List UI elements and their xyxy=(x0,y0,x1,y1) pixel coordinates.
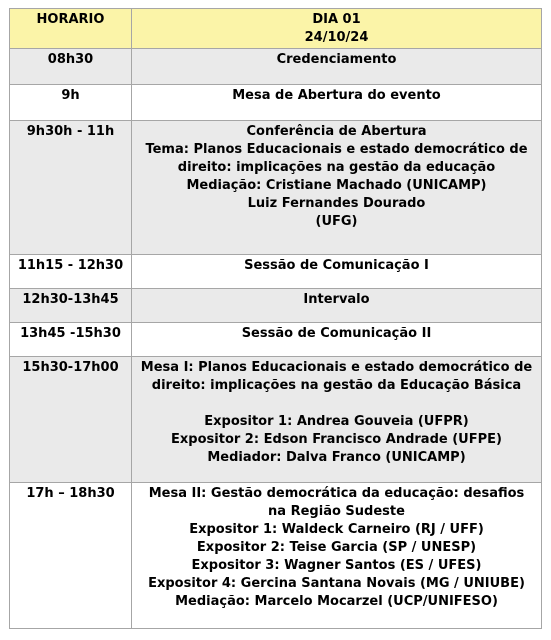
activity-line: Intervalo xyxy=(303,292,370,307)
activity-line: Expositor 1: Andrea Gouveia (UFPR) xyxy=(204,414,469,429)
time-label: 15h30-17h00 xyxy=(22,360,119,375)
activity-line: Conferência de Abertura xyxy=(246,124,427,139)
horario-header-cell xyxy=(10,9,132,49)
time-cell xyxy=(10,323,132,357)
table-row xyxy=(10,289,542,323)
activity-cell xyxy=(132,357,542,483)
header-row xyxy=(10,9,542,49)
activity-cell xyxy=(132,323,542,357)
day-header-label: DIA 01 xyxy=(312,12,361,27)
activity-line: Expositor 2: Teise Garcia (SP / UNESP) xyxy=(196,540,477,555)
activity-line: Sessão de Comunicação II xyxy=(241,326,432,341)
table-row xyxy=(10,483,542,629)
time-cell xyxy=(10,255,132,289)
time-cell xyxy=(10,121,132,255)
time-cell xyxy=(10,357,132,483)
activity-line: Luiz Fernandes Dourado xyxy=(247,196,426,211)
time-cell xyxy=(10,85,132,121)
activity-line: Mediação: Marcelo Mocarzel (UCP/UNIFESO) xyxy=(175,594,498,609)
time-cell xyxy=(10,483,132,629)
activity-line: Credenciamento xyxy=(276,52,397,67)
blank-line xyxy=(136,395,537,413)
activity-line: Mediação: Cristiane Machado (UNICAMP) xyxy=(186,178,487,193)
activity-cell xyxy=(132,121,542,255)
activity-line: Expositor 2: Edson Francisco Andrade (UFPE) xyxy=(171,432,502,447)
activity-line: Mediador: Dalva Franco (UNICAMP) xyxy=(207,450,466,465)
activity-cell xyxy=(132,255,542,289)
activity-line: Expositor 1: Waldeck Carneiro (RJ / UFF) xyxy=(189,522,484,537)
time-cell xyxy=(10,289,132,323)
table-row xyxy=(10,121,542,255)
time-cell xyxy=(10,49,132,85)
activity-line: Expositor 3: Wagner Santos (ES / UFES) xyxy=(191,558,482,573)
activity-line: direito: implicações na gestão da educação xyxy=(177,160,496,175)
table-row xyxy=(10,85,542,121)
activity-cell xyxy=(132,49,542,85)
activity-line: Tema: Planos Educacionais e estado democrático de xyxy=(145,142,528,157)
day-header-cell xyxy=(132,9,542,49)
time-label: 17h – 18h30 xyxy=(26,486,115,501)
table-row xyxy=(10,49,542,85)
activity-line: Sessão de Comunicação I xyxy=(244,258,429,273)
time-label: 11h15 - 12h30 xyxy=(17,258,124,273)
activity-cell xyxy=(132,483,542,629)
activity-cell xyxy=(132,289,542,323)
activity-line: direito: implicações na gestão da Educação Básica xyxy=(151,378,522,393)
activity-line: (UFG) xyxy=(315,214,358,229)
day-header-date: 24/10/24 xyxy=(304,30,369,45)
time-label: 08h30 xyxy=(47,52,94,67)
table-row xyxy=(10,357,542,483)
time-label: 13h45 -15h30 xyxy=(20,326,121,341)
horario-header-label: HORARIO xyxy=(36,12,105,27)
activity-line: Mesa II: Gestão democrática da educação: desafios xyxy=(148,486,525,501)
activity-line: na Região Sudeste xyxy=(268,504,405,519)
table-row xyxy=(10,323,542,357)
time-label: 9h xyxy=(61,88,80,103)
time-label: 9h30h - 11h xyxy=(26,124,115,139)
activity-line: Mesa I: Planos Educacionais e estado democrático de xyxy=(140,360,533,375)
activity-line: Expositor 4: Gercina Santana Novais (MG / UNIUBE) xyxy=(148,576,525,591)
activity-line: Mesa de Abertura do evento xyxy=(232,88,441,103)
time-label: 12h30-13h45 xyxy=(22,292,119,307)
schedule-table xyxy=(9,8,542,629)
table-row xyxy=(10,255,542,289)
activity-cell xyxy=(132,85,542,121)
